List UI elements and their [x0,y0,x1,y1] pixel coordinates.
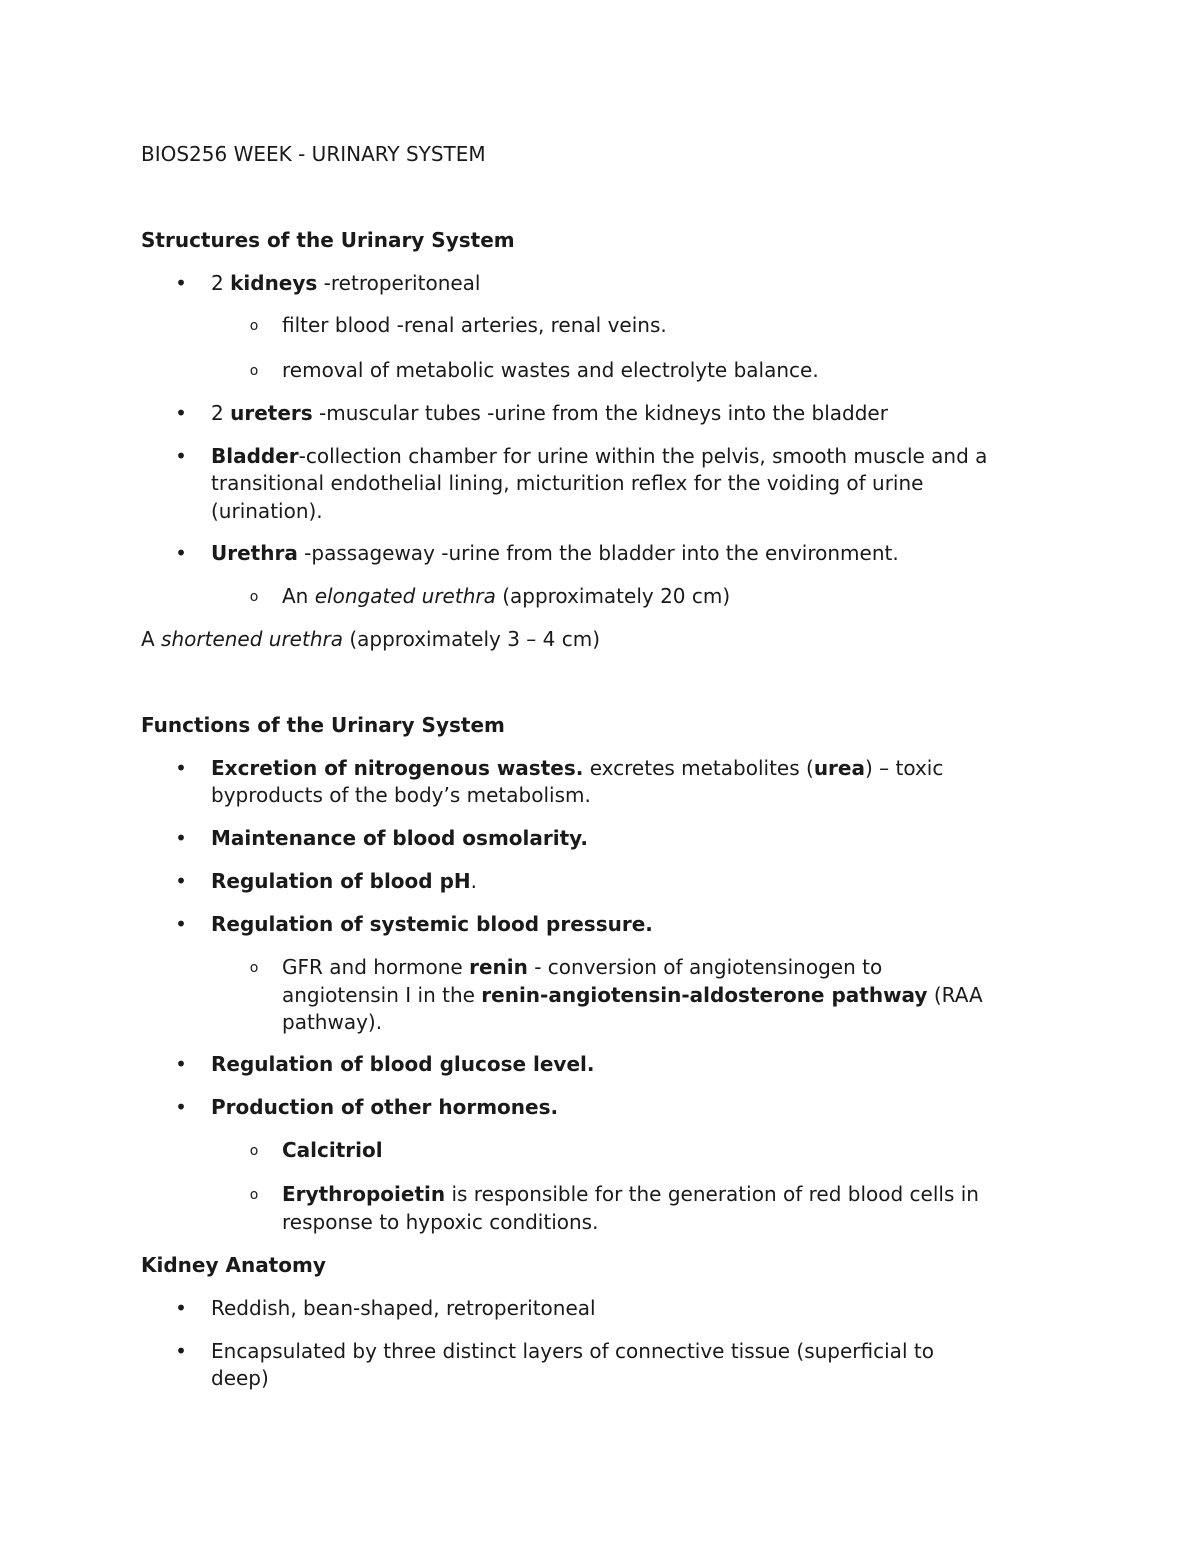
list-item-hormones: Production of other hormones. [211,1095,559,1119]
bullet: • [175,1095,187,1119]
list-item-bladder: Bladder-collection chamber for urine within the pelvis, smooth muscle and a [211,444,988,468]
list-item-encapsulated: Encapsulated by three distinct layers of connective tissue (superficial to [211,1339,934,1363]
sub-item-filter-blood: filter blood -renal arteries, renal veins. [282,313,667,337]
list-item-bladder-line3: (urination). [211,499,323,523]
list-item-osmolarity: Maintenance of blood osmolarity. [211,826,588,850]
sub-item-elongated-urethra: An elongated urethra (approximately 20 cm) [282,584,731,608]
bullet: • [175,444,187,468]
list-item-ureters: 2 ureters -muscular tubes -urine from the kidneys into the bladder [211,401,888,425]
sub-item-gfr: GFR and hormone renin - conversion of angiotensinogen to [282,955,883,979]
list-item-encapsulated-line2: deep) [211,1366,269,1390]
section-heading-functions: Functions of the Urinary System [141,713,505,737]
paragraph-shortened-urethra: A shortened urethra (approximately 3 – 4 cm) [141,627,601,651]
sub-bullet: o [249,363,259,379]
bullet: • [175,756,187,780]
bullet: • [175,826,187,850]
list-item-bladder-line2: transitional endothelial lining, micturition reflex for the voiding of urine [211,471,924,495]
bullet: • [175,1052,187,1076]
sub-bullet: o [249,1143,259,1159]
sub-bullet: o [249,589,259,605]
list-item-pressure: Regulation of systemic blood pressure. [211,912,653,936]
bullet: • [175,1296,187,1320]
list-item-glucose: Regulation of blood glucose level. [211,1052,595,1076]
document-title: BIOS256 WEEK - URINARY SYSTEM [141,142,486,166]
section-heading-structures: Structures of the Urinary System [141,228,515,252]
bullet: • [175,869,187,893]
sub-bullet: o [249,318,259,334]
sub-item-removal: removal of metabolic wastes and electrolyte balance. [282,358,819,382]
list-item-ph: Regulation of blood pH. [211,869,477,893]
bullet: • [175,401,187,425]
sub-item-gfr-line3: pathway). [282,1010,383,1034]
sub-bullet: o [249,1187,259,1203]
bullet: • [175,1339,187,1363]
section-heading-anatomy: Kidney Anatomy [141,1253,326,1277]
bullet: • [175,271,187,295]
bullet: • [175,541,187,565]
sub-item-erythropoietin: Erythropoietin is responsible for the generation of red blood cells in [282,1182,979,1206]
sub-item-calcitriol: Calcitriol [282,1138,383,1162]
sub-item-erythropoietin-line2: response to hypoxic conditions. [282,1210,599,1234]
sub-bullet: o [249,960,259,976]
list-item-excretion-line2: byproducts of the body’s metabolism. [211,783,591,807]
list-item-urethra: Urethra -passageway -urine from the bladder into the environment. [211,541,899,565]
list-item-reddish: Reddish, bean-shaped, retroperitoneal [211,1296,596,1320]
list-item-excretion: Excretion of nitrogenous wastes. excretes metabolites (urea) – toxic [211,756,944,780]
bullet: • [175,912,187,936]
list-item-kidneys: 2 kidneys -retroperitoneal [211,271,481,295]
sub-item-gfr-line2: angiotensin I in the renin-angiotensin-aldosterone pathway (RAA [282,983,983,1007]
